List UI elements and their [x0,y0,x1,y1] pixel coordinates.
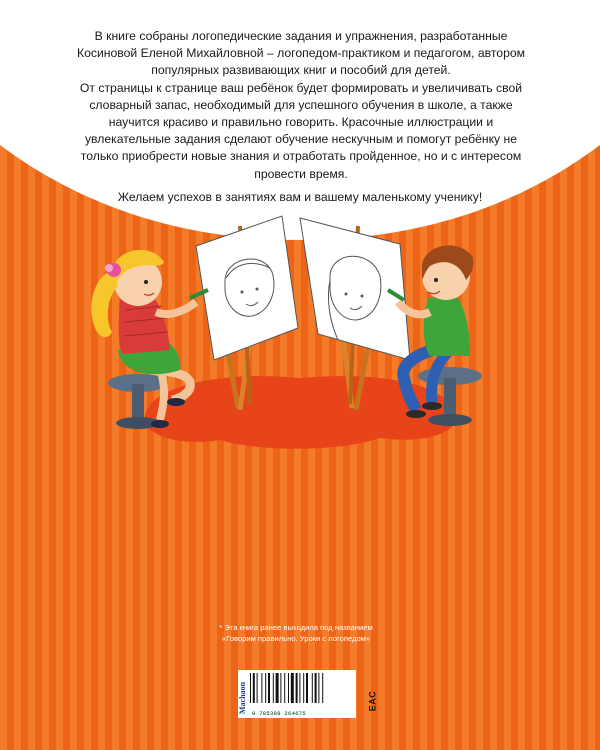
intro-text [70,28,532,183]
barcode-bars [250,673,336,709]
barcode-bar [284,673,285,703]
barcode-bar [322,673,323,703]
barcode-bar [273,673,274,703]
barcode-bar [261,673,262,703]
barcode-panel [238,670,356,718]
barcode-bar [288,673,289,703]
barcode-bar [318,673,319,703]
barcode-bar [315,673,317,703]
note-line-2: «Говорим правильно. Уроки с логопедом» [221,634,371,643]
publisher-logo-text: Machaon [238,682,247,714]
barcode-bar [268,673,270,703]
intro-paragraph-2: От страницы к странице ваш ребёнок будет формировать и увеличивать свой словарный запас, необходимый для успешного обучения в школе, а также научится красиво и правильно говорить. Красочные иллюстрации и увлекательные задания сделают обучение нескучным и помогут ребёнку не только приобрести новые знания и отработать пройденное, но и с интересом провести время. [79,80,523,181]
barcode-bar [265,673,266,703]
barcode-bar [257,673,258,703]
eac-mark: EAC [367,690,378,712]
barcode-bar [303,673,304,703]
barcode-bar [299,673,300,703]
isbn-barcode [248,670,356,718]
isbn-digits: 9 785389 264675 [252,710,307,717]
intro-paragraph-1: В книге собраны логопедические задания и упражнения, разработанные Косиновой Еленой Михайловной – логопедом-практиком и педагогом, автором популярных развивающих книг и пособий для детей. [76,29,526,78]
barcode-bar [253,673,255,703]
barcode-bar [250,673,251,703]
barcode-bar [312,673,313,703]
note-line-1: * Эта книга ранее выходила под названием [219,623,373,632]
barcode-bar [306,673,308,703]
barcode-bar [291,673,294,703]
wish-text: Желаем успехов в занятиях вам и вашему маленькому ученику! [117,190,483,204]
barcode-bar [296,673,298,703]
barcode-bar [276,673,279,703]
barcode-bar [280,673,281,703]
publisher-logo [238,670,248,718]
previous-title-note [196,622,396,644]
